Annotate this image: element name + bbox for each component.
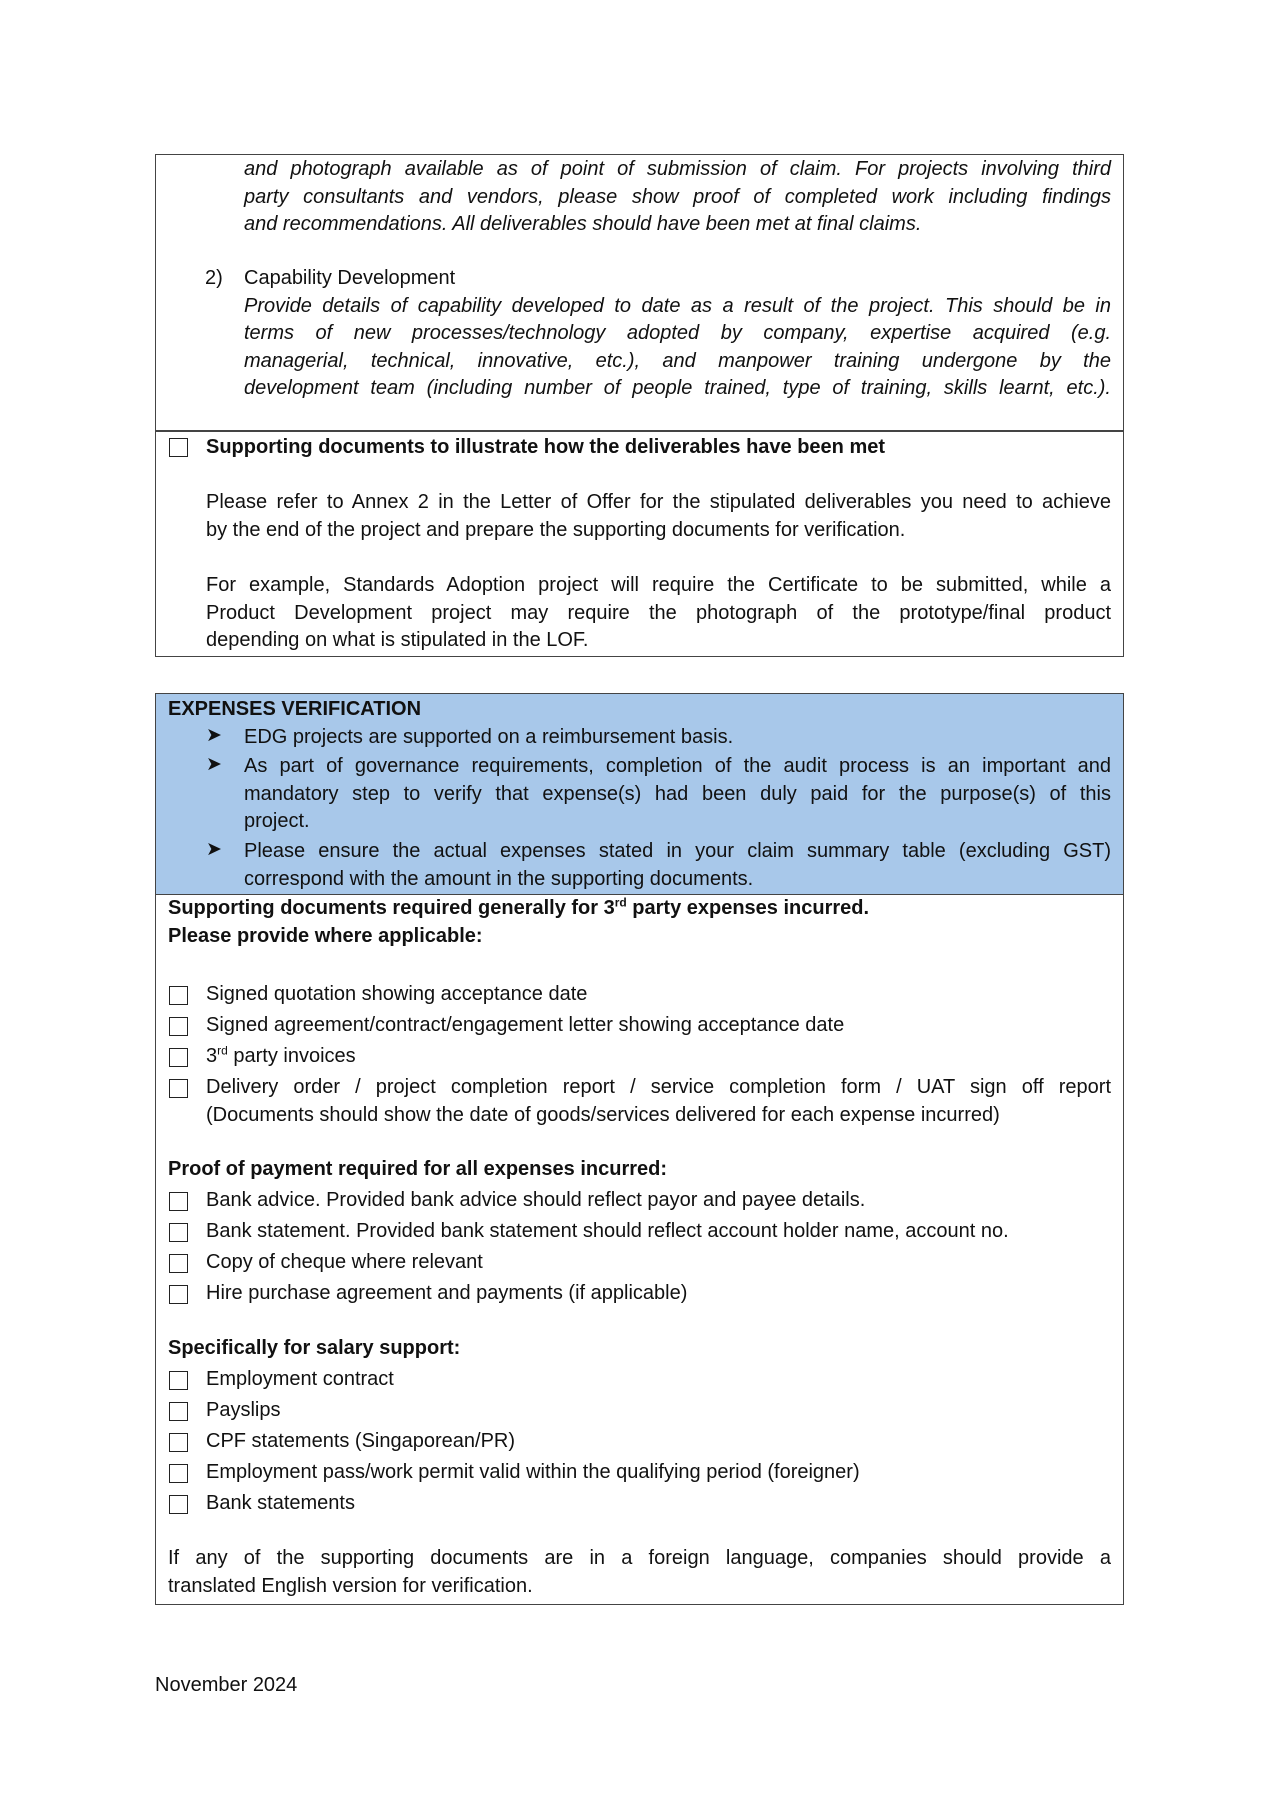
checkbox-icon[interactable] [169, 1048, 188, 1067]
text-line: Delivery order / project completion report / service completion form / UAT sign off report [206, 1076, 1111, 1098]
item-text: 3 [206, 1045, 218, 1067]
foreign-language-note [168, 1545, 1111, 1600]
checkbox-icon[interactable] [169, 1017, 188, 1036]
doc-item-delivery [206, 1074, 1111, 1129]
text-line: (Documents should show the date of goods/services delivered for each expense incurred) [206, 1103, 1000, 1126]
deliverables-continuation [244, 156, 1111, 239]
checkbox-icon[interactable] [169, 1079, 188, 1098]
checkbox-icon[interactable] [169, 1223, 188, 1242]
checkbox-icon[interactable] [169, 1192, 188, 1211]
salary-item: CPF statements (Singaporean/PR) [206, 1430, 516, 1452]
text-line: For example, Standards Adoption project will require the Certificate to be submitted, while a [206, 574, 1111, 596]
arrow-bullet-icon: ➤ [206, 725, 222, 746]
payment-item: Bank advice. Provided bank advice should reflect payor and payee details. [206, 1189, 866, 1211]
text-line: project. [244, 810, 310, 832]
text-line: depending on what is stipulated in the LOF. [206, 629, 589, 651]
supporting-example [206, 572, 1111, 655]
text-line: managerial, technical, innovative, etc.), and manpower training undergone by the [244, 349, 1111, 372]
text-line: As part of governance requirements, completion of the audit process is an important and [244, 755, 1111, 777]
text-line: and photograph available as of point of submission of claim. For projects involving third [244, 158, 1111, 180]
supporting-paragraph [206, 489, 1111, 544]
salary-heading: Specifically for salary support: [168, 1337, 461, 1359]
text-line: party consultants and vendors, please show proof of completed work including findings [244, 185, 1111, 208]
checkbox-icon[interactable] [169, 1402, 188, 1421]
checkbox-icon[interactable] [169, 1433, 188, 1452]
doc-item-invoices [206, 1043, 1111, 1071]
text-line: mandatory step to verify that expense(s) had been duly paid for the purpose(s) of this [244, 782, 1111, 805]
text-line: EDG projects are supported on a reimbursement basis. [244, 726, 734, 748]
checkbox-icon[interactable] [169, 1254, 188, 1273]
arrow-bullet-icon: ➤ [206, 754, 222, 775]
checkbox-icon[interactable] [169, 986, 188, 1005]
bullet-item [244, 724, 1111, 752]
payment-item: Bank statement. Provided bank statement should reflect account holder name, account no. [206, 1220, 1009, 1242]
text-line: correspond with the amount in the supporting documents. [244, 867, 754, 890]
arrow-bullet-icon: ➤ [206, 839, 222, 860]
superscript: rd [217, 1043, 228, 1058]
heading-text: Supporting documents required generally for 3 [168, 897, 615, 919]
text-line: Please ensure the actual expenses stated in your claim summary table (excluding GST) [244, 840, 1111, 862]
payment-heading: Proof of payment required for all expenses incurred: [168, 1158, 668, 1180]
checkbox-icon[interactable] [169, 438, 188, 457]
salary-item: Payslips [206, 1399, 281, 1421]
bullet-item [244, 838, 1111, 893]
checkbox-icon[interactable] [169, 1464, 188, 1483]
text-line: and recommendations. All deliverables should have been met at final claims. [244, 213, 922, 235]
item-number: 2) [205, 267, 223, 289]
item-title: Capability Development [244, 267, 456, 289]
payment-item: Hire purchase agreement and payments (if applicable) [206, 1282, 688, 1304]
please-provide-heading: Please provide where applicable: [168, 925, 483, 947]
salary-item: Bank statements [206, 1492, 355, 1514]
checkbox-icon[interactable] [169, 1495, 188, 1514]
payment-item: Copy of cheque where relevant [206, 1251, 483, 1273]
deliverables-section [155, 154, 1124, 432]
doc-item-quotation: Signed quotation showing acceptance date [206, 983, 588, 1005]
capability-development [244, 265, 1111, 403]
expenses-verification-section [155, 693, 1124, 1605]
text-line: by the end of the project and prepare the supporting documents for verification. [206, 518, 906, 541]
salary-item: Employment contract [206, 1368, 394, 1390]
checkbox-icon[interactable] [169, 1285, 188, 1304]
text-line: If any of the supporting documents are in a foreign language, companies should provide a [168, 1547, 1111, 1569]
salary-item: Employment pass/work permit valid within the qualifying period (foreigner) [206, 1461, 860, 1483]
checkbox-icon[interactable] [169, 1371, 188, 1390]
footer-date: November 2024 [155, 1674, 298, 1696]
text-line: Please refer to Annex 2 in the Letter of Offer for the stipulated deliverables you need to achieve [206, 491, 1111, 513]
heading-text: party expenses incurred. [626, 897, 870, 919]
text-line: Provide details of capability developed to date as a result of the project. This should be in [244, 294, 1111, 317]
text-line: Product Development project may require the photograph of the prototype/final product [206, 601, 1111, 624]
supporting-title: Supporting documents to illustrate how the deliverables have been met [206, 436, 886, 458]
text-line: development team (including number of people trained, type of training, skills learnt, etc.). [244, 377, 1111, 399]
superscript: rd [614, 895, 627, 910]
third-party-heading [168, 895, 1111, 923]
bullet-item [244, 753, 1111, 836]
expenses-title: EXPENSES VERIFICATION [168, 698, 422, 720]
text-line: translated English version for verification. [168, 1574, 533, 1597]
text-line: terms of new processes/technology adopted by company, expertise acquired (e.g. [244, 322, 1111, 344]
supporting-documents-section [155, 430, 1124, 657]
expenses-header [156, 694, 1123, 895]
item-text: party invoices [227, 1045, 356, 1067]
doc-item-agreement: Signed agreement/contract/engagement letter showing acceptance date [206, 1014, 845, 1036]
